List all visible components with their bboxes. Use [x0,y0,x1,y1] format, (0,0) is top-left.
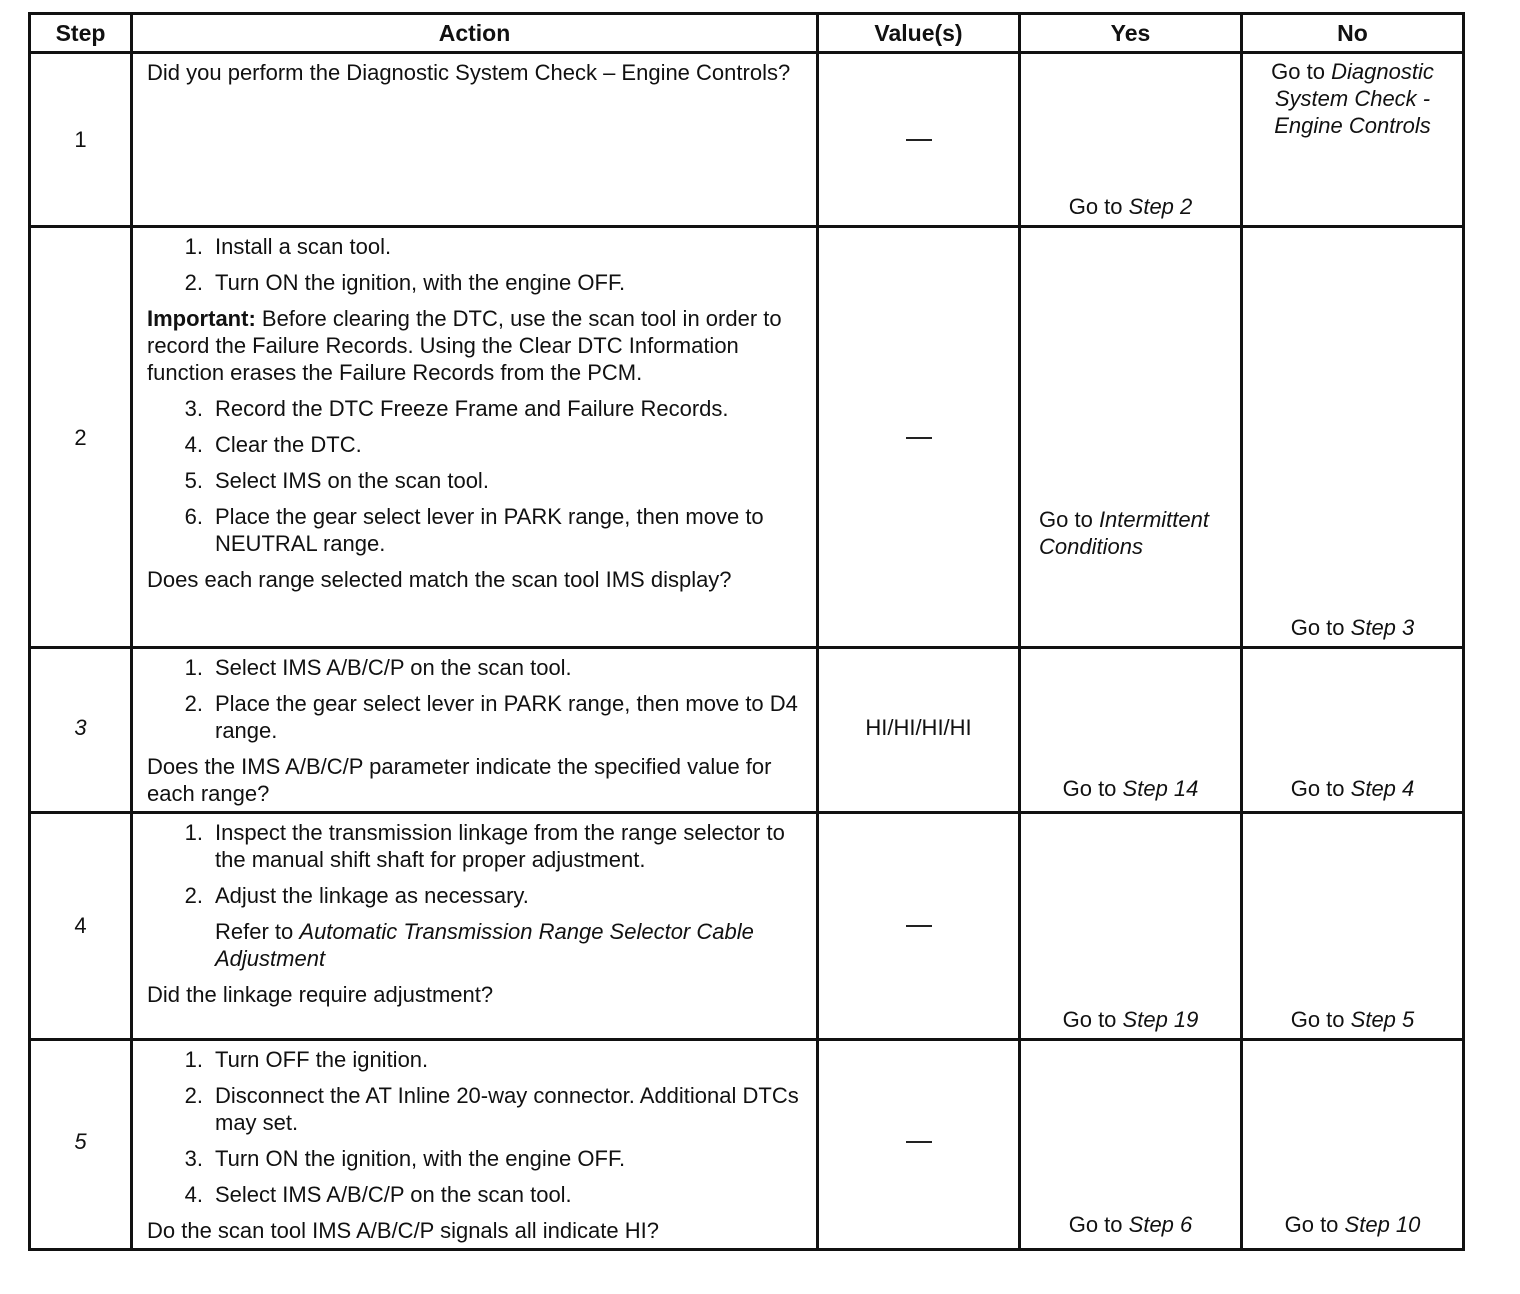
header-step: Step [30,14,132,53]
yes-result: Go to Step 6 [1068,1212,1193,1237]
yes-result: Go to Step 2 [1068,194,1193,219]
header-action: Action [132,14,818,53]
yes-result: Go to Step 14 [1062,776,1199,801]
list-item: 5. Select IMS on the scan tool. [184,468,489,493]
table-row [30,53,1464,227]
header-yes: Yes [1020,14,1242,53]
no-cell [1242,813,1464,1040]
yes-cell [1020,227,1242,648]
no-value-dash [906,437,932,439]
no-result: Go to Step 5 [1290,1007,1415,1032]
table-row [30,648,1464,813]
step-cell [30,227,132,648]
table-row [30,813,1464,1040]
value-cell [818,53,1020,227]
step-number: 4 [74,913,87,938]
no-cell [1242,53,1464,227]
yes-cell [1020,53,1242,227]
list-item: 1. Select IMS A/B/C/P on the scan tool. [184,655,572,680]
step-number: 1 [74,127,87,152]
yes-cell [1020,648,1242,813]
yes-cell [1020,813,1242,1040]
list-item: 1. Turn OFF the ignition. [184,1047,429,1072]
value-cell [818,227,1020,648]
question-text: Do the scan tool IMS A/B/C/P signals all indicate HI? [147,1218,659,1243]
no-value-dash [906,1141,932,1143]
step-number: 5 [74,1129,87,1154]
no-value-dash [906,925,932,927]
refer-note: Refer to Automatic Transmission Range Selector Cable Adjustment [215,919,754,971]
table-row [30,1040,1464,1250]
header-row [30,14,1464,53]
important-note: Important: Before clearing the DTC, use the scan tool in order to record the Failure Records. Using the Clear DTC Information function erases the Failure Records from the PCM. [147,306,782,385]
list-item: 2. Place the gear select lever in PARK range, then move to D4 range. [184,691,798,743]
list-item: 6. Place the gear select lever in PARK range, then move to NEUTRAL range. [184,504,764,556]
list-item: 4. Select IMS A/B/C/P on the scan tool. [184,1182,572,1207]
list-item: 2. Adjust the linkage as necessary. [184,883,529,908]
no-cell [1242,648,1464,813]
no-result: Go to Diagnostic System Check - Engine Controls [1271,59,1434,138]
step-cell [30,648,132,813]
list-item: 2. Turn ON the ignition, with the engine OFF. [184,270,626,295]
value-cell [818,1040,1020,1250]
list-item: 4. Clear the DTC. [184,432,362,457]
list-item: 1. Inspect the transmission linkage from the range selector to the manual shift shaft for proper adjustment. [184,820,785,872]
value-cell [818,813,1020,1040]
table-row [30,227,1464,648]
question-text: Does each range selected match the scan tool IMS display? [147,567,732,592]
step-cell [30,813,132,1040]
yes-result: Go to Intermittent Conditions [1039,507,1209,559]
step-cell [30,1040,132,1250]
list-item: 1. Install a scan tool. [184,234,392,259]
no-value-dash [906,139,932,141]
yes-result: Go to Step 19 [1062,1007,1199,1032]
action-cell [132,1040,818,1250]
question-text: Does the IMS A/B/C/P parameter indicate the specified value for each range? [147,754,772,806]
list-item: 3. Turn ON the ignition, with the engine OFF. [184,1146,626,1171]
list-item: 3. Record the DTC Freeze Frame and Failure Records. [184,396,729,421]
no-result: Go to Step 4 [1290,776,1415,801]
diagnostic-table [28,12,1465,1251]
step-cell [30,53,132,227]
no-result: Go to Step 10 [1284,1212,1421,1237]
action-cell [132,813,818,1040]
action-cell [132,648,818,813]
action-cell [132,227,818,648]
question-text: Did you perform the Diagnostic System Check – Engine Controls? [147,60,791,85]
value-cell [818,648,1020,813]
step-number: 3 [74,715,87,740]
question-text: Did the linkage require adjustment? [147,982,494,1007]
yes-cell [1020,1040,1242,1250]
list-item: 2. Disconnect the AT Inline 20-way connector. Additional DTCs may set. [184,1083,799,1135]
step-number: 2 [74,425,87,450]
no-cell [1242,1040,1464,1250]
header-values: Value(s) [818,14,1020,53]
no-result: Go to Step 3 [1290,615,1415,640]
specified-value: HI/HI/HI/HI [865,715,972,740]
header-no: No [1242,14,1464,53]
no-cell [1242,227,1464,648]
action-cell [132,53,818,227]
